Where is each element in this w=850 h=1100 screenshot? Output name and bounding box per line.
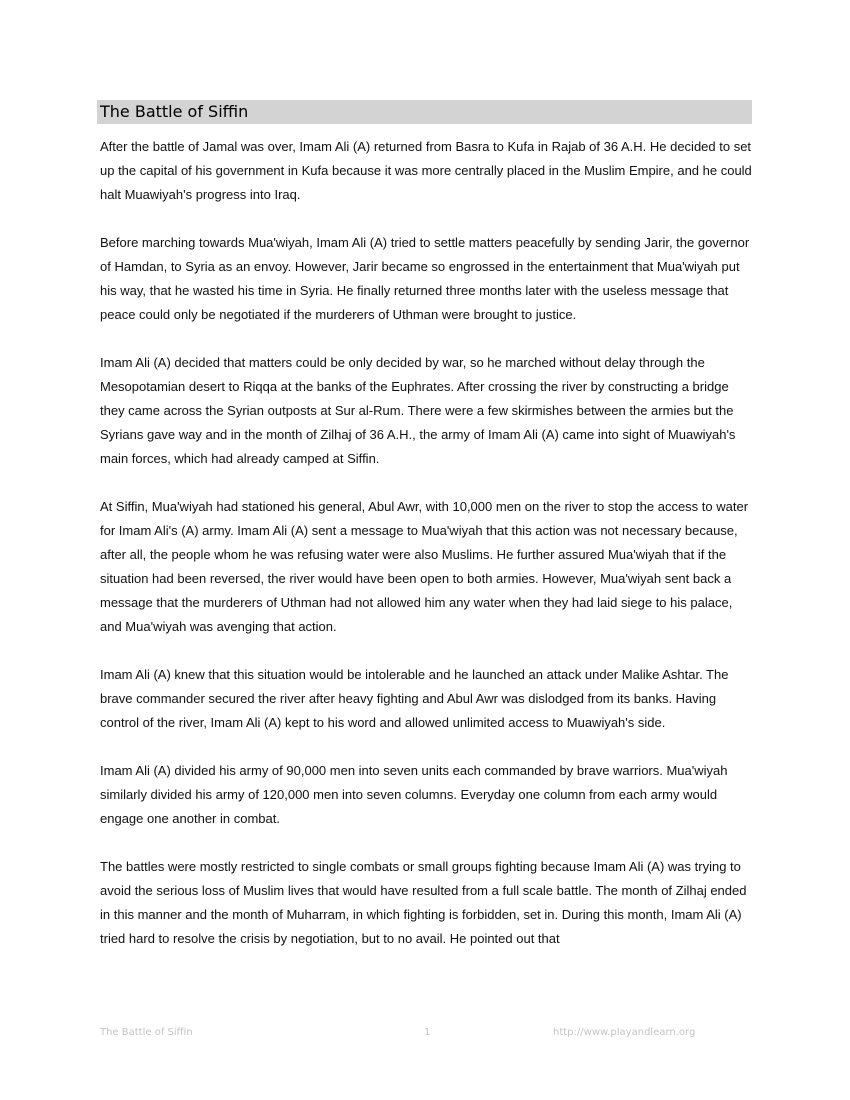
document-body xyxy=(100,135,752,975)
title-bar xyxy=(97,100,752,124)
paragraph-7: The battles were mostly restricted to single combats or small groups fighting because Imam Ali (A) was trying to avoid the serious loss of Muslim lives that would have resulted from a full scale battle. The month of Zilhaj ended in this manner and the month of Muharram, in which fighting is forbidden, set in. During this month, Imam Ali (A) tried hard to resolve the crisis by negotiation, but to no avail. He pointed out that xyxy=(100,859,747,946)
footer-page-number: 1 xyxy=(424,1027,431,1038)
page-title: The Battle of Siffin xyxy=(100,102,249,121)
paragraph-1: After the battle of Jamal was over, Imam Ali (A) returned from Basra to Kufa in Rajab of 36 A.H. He decided to set up the capital of his government in Kufa because it was more centrally placed in the Muslim Empire, and he could halt Muawiyah's progress into Iraq. xyxy=(100,139,752,202)
page-footer xyxy=(100,1025,700,1041)
paragraph-5: Imam Ali (A) knew that this situation would be intolerable and he launched an attack under Malike Ashtar. The brave commander secured the river after heavy fighting and Abul Awr was dislodged from its banks. Having control of the river, Imam Ali (A) kept to his word and allowed unlimited access to Muawiyah's side. xyxy=(100,667,729,730)
paragraph-2: Before marching towards Mua'wiyah, Imam Ali (A) tried to settle matters peacefully by sending Jarir, the governor of Hamdan, to Syria as an envoy. However, Jarir became so engrossed in the entertainment that Mua'wiyah put his way, that he wasted his time in Syria. He finally returned three months later with the useless message that peace could only be negotiated if the murderers of Uthman were brought to justice. xyxy=(100,235,750,322)
paragraph-4: At Siffin, Mua'wiyah had stationed his general, Abul Awr, with 10,000 men on the river to stop the access to water for Imam Ali's (A) army. Imam Ali (A) sent a message to Mua'wiyah that this action was not necessary because, after all, the people whom he was refusing water were also Muslims. He further assured Mua'wiyah that if the situation had been reversed, the river would have been open to both armies. However, Mua'wiyah sent back a message that the murderers of Uthman had not allowed him any water when they had laid siege to his palace, and Mua'wiyah was avenging that action. xyxy=(100,499,749,634)
footer-url: http://www.playandlearn.org xyxy=(553,1027,696,1038)
paragraph-6: Imam Ali (A) divided his army of 90,000 men into seven units each commanded by brave warriors. Mua'wiyah similarly divided his army of 120,000 men into seven columns. Everyday one column from each army would engage one another in combat. xyxy=(100,763,728,826)
footer-title: The Battle of Siffin xyxy=(100,1027,193,1038)
paragraph-3: Imam Ali (A) decided that matters could be only decided by war, so he marched without delay through the Mesopotamian desert to Riqqa at the banks of the Euphrates. After crossing the river by constructing a bridge they came across the Syrian outposts at Sur al-Rum. There were a few skirmishes between the armies but the Syrians gave way and in the month of Zilhaj of 36 A.H., the army of Imam Ali (A) came into sight of Muawiyah's main forces, which had already camped at Siffin. xyxy=(100,355,736,466)
